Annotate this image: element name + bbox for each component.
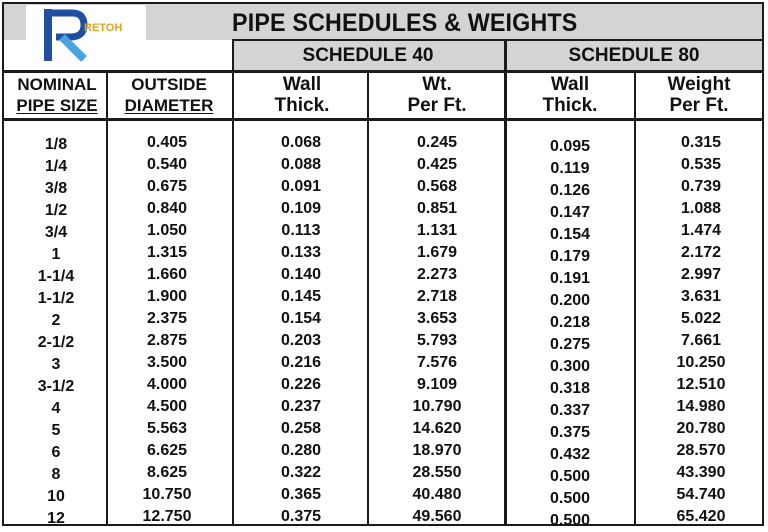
table-row	[4, 396, 762, 418]
col-wall-thick-80: Wall Thick.	[542, 74, 598, 116]
cell-wall-thick-40: 0.145	[280, 288, 322, 305]
cell-wall-thick-80: 0.500	[549, 490, 591, 507]
cell-wall-thick-80: 0.275	[549, 336, 591, 353]
cell-outside-diameter: 0.840	[146, 200, 188, 217]
cell-wt-per-ft-40: 0.245	[416, 134, 458, 151]
cell-wt-per-ft-40: 1.679	[416, 244, 458, 261]
cell-nominal-size: 1/4	[44, 158, 68, 175]
cell-wt-per-ft-40: 0.425	[416, 156, 458, 173]
cell-nominal-size: 3/4	[44, 224, 68, 241]
cell-wall-thick-40: 0.140	[280, 266, 322, 283]
table-row	[4, 418, 762, 440]
col-wall-thick-40: Wall Thick.	[274, 74, 330, 116]
table-row	[4, 484, 762, 506]
rule-group-bottom	[4, 70, 762, 73]
cell-weight-per-ft-80: 10.250	[676, 354, 726, 371]
cell-nominal-size: 1/8	[44, 136, 68, 153]
cell-weight-per-ft-80: 7.661	[680, 332, 722, 349]
cell-outside-diameter: 0.540	[146, 156, 188, 173]
table-row	[4, 440, 762, 462]
cell-wall-thick-80: 0.119	[550, 160, 590, 177]
cell-wall-thick-40: 0.237	[280, 398, 322, 415]
col-wt-per-ft-40: Wt. Per Ft.	[407, 74, 467, 116]
cell-nominal-size: 4	[51, 400, 61, 417]
cell-nominal-size: 5	[51, 422, 61, 439]
cell-weight-per-ft-80: 0.315	[680, 134, 722, 151]
retoh-logo-icon	[26, 5, 146, 67]
table-row	[4, 462, 762, 484]
cell-wt-per-ft-40: 2.273	[416, 266, 458, 283]
cell-wall-thick-40: 0.068	[280, 134, 322, 151]
cell-wall-thick-80: 0.147	[549, 204, 591, 221]
cell-outside-diameter: 6.625	[146, 442, 188, 459]
cell-wall-thick-40: 0.133	[280, 244, 322, 261]
cell-nominal-size: 1-1/4	[37, 268, 75, 285]
cell-wall-thick-80: 0.300	[549, 358, 591, 375]
logo	[26, 5, 146, 67]
cell-wall-thick-40: 0.322	[280, 464, 322, 481]
cell-wt-per-ft-40: 49.560	[412, 508, 462, 525]
cell-weight-per-ft-80: 0.739	[680, 178, 722, 195]
cell-wall-thick-40: 0.109	[280, 200, 322, 217]
cell-nominal-size: 12	[47, 510, 65, 527]
cell-wall-thick-80: 0.200	[549, 292, 591, 309]
cell-weight-per-ft-80: 1.088	[680, 200, 722, 217]
cell-weight-per-ft-80: 1.474	[680, 222, 722, 239]
table-row	[4, 286, 762, 308]
table-row	[4, 132, 762, 154]
cell-wall-thick-40: 0.280	[280, 442, 322, 459]
cell-outside-diameter: 2.375	[146, 310, 188, 327]
cell-wall-thick-80: 0.337	[549, 402, 591, 419]
cell-wall-thick-40: 0.226	[280, 376, 322, 393]
cell-outside-diameter: 2.875	[146, 332, 188, 349]
cell-wt-per-ft-40: 0.851	[416, 200, 458, 217]
cell-wall-thick-80: 0.191	[549, 270, 591, 287]
cell-weight-per-ft-80: 28.570	[676, 442, 726, 459]
cell-wt-per-ft-40: 2.718	[416, 288, 458, 305]
cell-wall-thick-80: 0.318	[549, 380, 591, 397]
cell-wall-thick-80: 0.154	[549, 226, 591, 243]
cell-nominal-size: 1/2	[44, 202, 68, 219]
cell-wall-thick-40: 0.088	[280, 156, 322, 173]
rule-title-bottom	[232, 39, 762, 41]
cell-nominal-size: 3	[51, 356, 61, 373]
cell-wall-thick-80: 0.432	[549, 446, 591, 463]
logo-text: RETOH	[84, 22, 123, 34]
cell-weight-per-ft-80: 43.390	[676, 464, 726, 481]
cell-weight-per-ft-80: 5.022	[680, 310, 722, 327]
cell-outside-diameter: 3.500	[146, 354, 188, 371]
cell-weight-per-ft-80: 20.780	[676, 420, 726, 437]
cell-nominal-size: 2	[51, 312, 61, 329]
col-nominal-pipe-size: NOMINAL PIPE SIZE	[16, 75, 98, 115]
cell-weight-per-ft-80: 2.997	[680, 266, 722, 283]
table-row	[4, 506, 762, 528]
table-row	[4, 220, 762, 242]
cell-wall-thick-40: 0.258	[280, 420, 322, 437]
cell-wall-thick-40: 0.091	[280, 178, 322, 195]
cell-wall-thick-40: 0.365	[280, 486, 322, 503]
cell-wt-per-ft-40: 14.620	[412, 420, 462, 437]
cell-wall-thick-80: 0.126	[549, 182, 591, 199]
cell-outside-diameter: 12.750	[142, 508, 192, 525]
cell-weight-per-ft-80: 14.980	[676, 398, 726, 415]
cell-nominal-size: 2-1/2	[37, 334, 75, 351]
table-row	[4, 308, 762, 330]
cell-outside-diameter: 1.660	[146, 266, 188, 283]
cell-wall-thick-80: 0.179	[549, 248, 591, 265]
cell-nominal-size: 1	[51, 246, 61, 263]
cell-outside-diameter: 1.050	[146, 222, 188, 239]
cell-wall-thick-40: 0.113	[281, 222, 321, 239]
cell-wall-thick-80: 0.095	[549, 138, 591, 155]
cell-weight-per-ft-80: 0.535	[680, 156, 722, 173]
table-row	[4, 374, 762, 396]
cell-outside-diameter: 4.500	[146, 398, 188, 415]
cell-wall-thick-40: 0.216	[280, 354, 322, 371]
cell-nominal-size: 3/8	[44, 180, 68, 197]
table-row	[4, 154, 762, 176]
cell-wall-thick-40: 0.154	[280, 310, 322, 327]
cell-outside-diameter: 0.675	[146, 178, 188, 195]
cell-wt-per-ft-40: 9.109	[416, 376, 458, 393]
cell-wall-thick-40: 0.203	[280, 332, 322, 349]
cell-wt-per-ft-40: 5.793	[416, 332, 458, 349]
cell-weight-per-ft-80: 3.631	[680, 288, 722, 305]
cell-weight-per-ft-80: 12.510	[676, 376, 726, 393]
table-row	[4, 330, 762, 352]
cell-wall-thick-80: 0.375	[549, 424, 591, 441]
cell-nominal-size: 10	[47, 488, 65, 505]
table-row	[4, 176, 762, 198]
rule-header-bottom	[4, 118, 762, 121]
col-outside-diameter: OUTSIDE DIAMETER	[124, 75, 214, 115]
cell-wt-per-ft-40: 1.131	[416, 222, 458, 239]
cell-weight-per-ft-80: 2.172	[680, 244, 722, 261]
cell-wt-per-ft-40: 10.790	[412, 398, 462, 415]
page-title: PIPE SCHEDULES & WEIGHTS	[232, 9, 578, 37]
cell-outside-diameter: 0.405	[146, 134, 188, 151]
cell-weight-per-ft-80: 54.740	[676, 486, 726, 503]
table-row	[4, 242, 762, 264]
cell-wt-per-ft-40: 18.970	[412, 442, 462, 459]
cell-outside-diameter: 1.900	[146, 288, 188, 305]
cell-nominal-size: 3-1/2	[37, 378, 75, 395]
cell-wall-thick-80: 0.500	[549, 468, 591, 485]
cell-wt-per-ft-40: 0.568	[416, 178, 458, 195]
cell-wt-per-ft-40: 7.576	[416, 354, 458, 371]
schedule-80-header: SCHEDULE 80	[506, 41, 762, 71]
cell-outside-diameter: 8.625	[146, 464, 188, 481]
schedule-40-header: SCHEDULE 40	[232, 41, 504, 71]
table-row	[4, 264, 762, 286]
cell-weight-per-ft-80: 65.420	[676, 508, 726, 525]
cell-wall-thick-80: 0.500	[549, 512, 591, 529]
cell-outside-diameter: 1.315	[146, 244, 188, 261]
cell-nominal-size: 1-1/2	[37, 290, 75, 307]
cell-wall-thick-40: 0.375	[280, 508, 322, 525]
table-row	[4, 352, 762, 374]
cell-outside-diameter: 5.563	[146, 420, 188, 437]
cell-wt-per-ft-40: 3.653	[416, 310, 458, 327]
cell-wt-per-ft-40: 40.480	[412, 486, 462, 503]
cell-nominal-size: 6	[51, 444, 61, 461]
cell-outside-diameter: 10.750	[142, 486, 192, 503]
table-row	[4, 198, 762, 220]
pipe-schedule-table	[2, 2, 764, 529]
cell-nominal-size: 8	[51, 466, 61, 483]
cell-wt-per-ft-40: 28.550	[412, 464, 462, 481]
cell-wall-thick-80: 0.218	[549, 314, 591, 331]
col-weight-per-ft-80: Weight Per Ft.	[667, 74, 731, 116]
cell-outside-diameter: 4.000	[146, 376, 188, 393]
